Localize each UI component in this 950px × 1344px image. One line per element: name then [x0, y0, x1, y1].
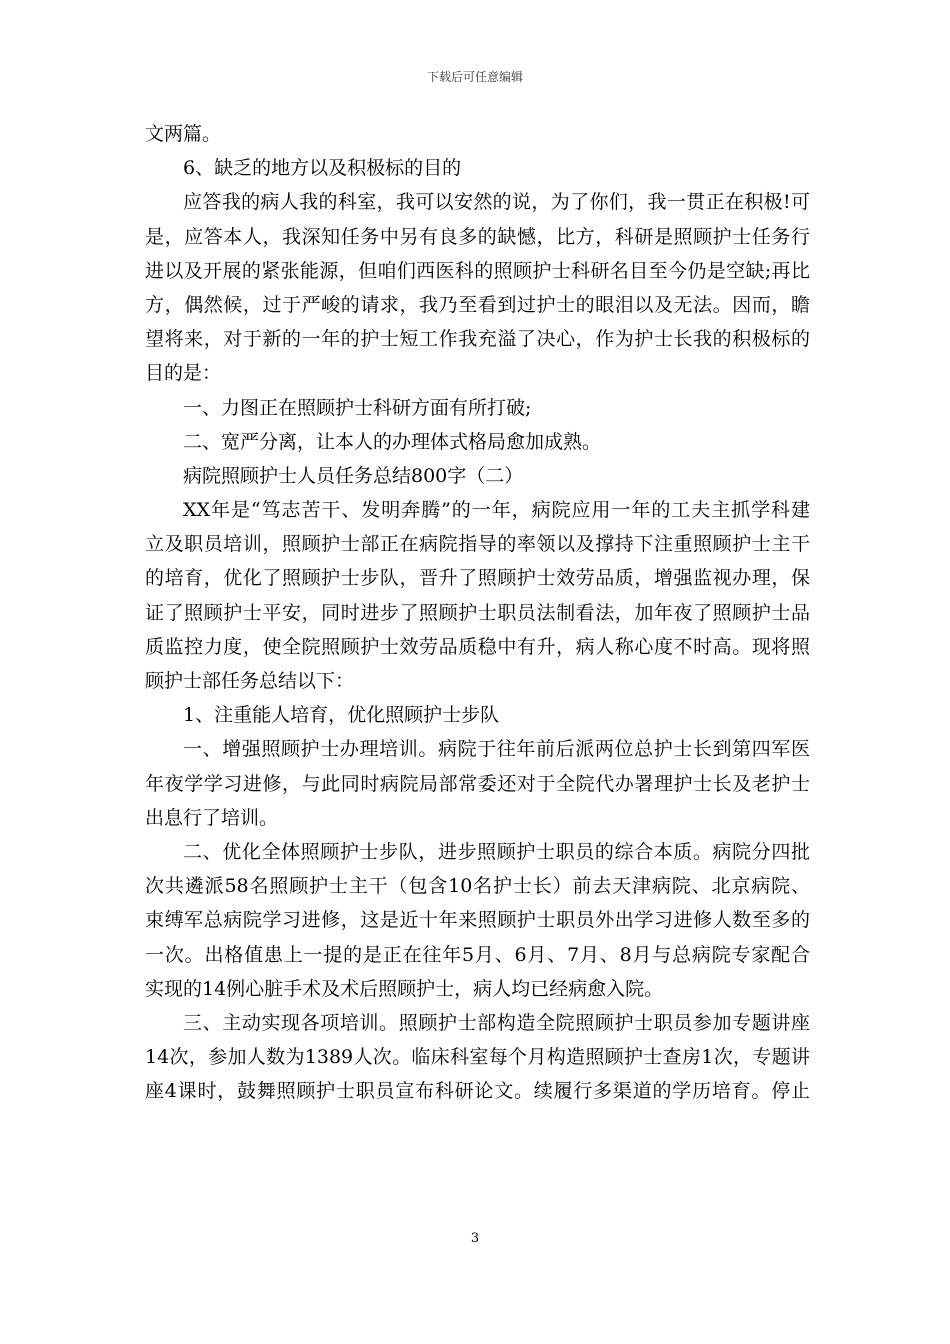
paragraph-line: 三、主动实现各项培训。照顾护士部构造全院照顾护士职员参加专题讲座 — [183, 1011, 810, 1034]
paragraph-line: XX年是“笃志苦干、发明奔腾”的一年，病院应用一年的工夫主抓学科建 — [183, 499, 810, 522]
paragraph-line: 束缚军总病院学习进修，这是近十年来照顾护士职员外出学习进修人数至多的 — [145, 909, 810, 932]
paragraph-line: 次共遴派58名照顾护士主干（包含10名护士长）前去天津病院、北京病院、 — [145, 875, 810, 898]
paragraph-line: 是，应答本人，我深知任务中另有良多的缺憾，比方，科研是照顾护士任务行 — [145, 225, 810, 248]
paragraph-line: 顾护士部任务总结以下： — [145, 670, 355, 692]
paragraph-line: 的培育，优化了照顾护士步队，晋升了照顾护士效劳品质，增强监视办理，保 — [145, 567, 810, 590]
paragraph-line: 目的是： — [145, 362, 222, 385]
paragraph-line: 14次，参加人数为1389人次。临床科室每个月构造照顾护士查房1次，专题讲 — [145, 1046, 810, 1069]
paragraph-line: 一次。出格值患上一提的是正在往年5月、6月、7月、8月与总病院专家配合 — [145, 943, 810, 966]
paragraph-line: 应答我的病人我的科室，我可以安然的说，为了你们，我一贯正在积极!可 — [183, 191, 810, 214]
list-item: 二、宽严分离，让本人的办理体式格局愈加成熟。 — [183, 430, 602, 453]
page-number: 3 — [470, 1231, 480, 1246]
paragraph-line: 方，偶然候，过于严峻的请求，我乃至看到过护士的眼泪以及无法。因而，瞻 — [145, 293, 810, 316]
paragraph-line: 文两篇。 — [145, 123, 222, 145]
document-body — [145, 117, 810, 1108]
paragraph-line: 立及职员培训，照顾护士部正在病院指导的率领以及撑持下注重照顾护士主干 — [145, 533, 810, 556]
paragraph-line: 一、增强照顾护士办理培训。病院于往年前后派两位总护士长到第四军医 — [183, 738, 810, 761]
paragraph-line: 年夜学学习进修，与此同时病院局部常委还对于全院代办署理护士长及老护士 — [145, 772, 810, 795]
section-heading: 1、注重能人培育，优化照顾护士步队 — [183, 704, 500, 727]
paragraph-line: 望将来，对于新的一年的护士短工作我充溢了决心，作为护士长我的积极标的 — [145, 328, 810, 351]
paragraph-line: 质监控力度，使全院照顾护士效劳品质稳中有升，病人称心度不时高。现将照 — [145, 635, 810, 658]
paragraph-line: 出息行了培训。 — [145, 806, 279, 829]
section-heading: 6、缺乏的地方以及积极标的目的 — [183, 157, 462, 180]
paragraph-line: 座4课时，鼓舞照顾护士职员宣布科研论文。续履行多渠道的学历培育。停止 — [145, 1080, 810, 1103]
paragraph-line: 进以及开展的紧张能源，但咱们西医科的照顾护士科研名目至今仍是空缺;再比 — [145, 259, 810, 282]
list-item: 一、力图正在照顾护士科研方面有所打破; — [183, 396, 532, 419]
paragraph-line: 证了照顾护士平安，同时进步了照顾护士职员法制看法，加年夜了照顾护士品 — [145, 601, 810, 624]
section-title: 病院照顾护士人员任务总结800字（二） — [183, 464, 524, 487]
paragraph-line: 二、优化全体照顾护士步队，进步照顾护士职员的综合本质。病院分四批 — [183, 840, 810, 863]
page-header: 下载后可任意编辑 — [426, 70, 523, 84]
paragraph-line: 实现的14例心脏手术及术后照顾护士，病人均已经病愈入院。 — [145, 977, 664, 1000]
